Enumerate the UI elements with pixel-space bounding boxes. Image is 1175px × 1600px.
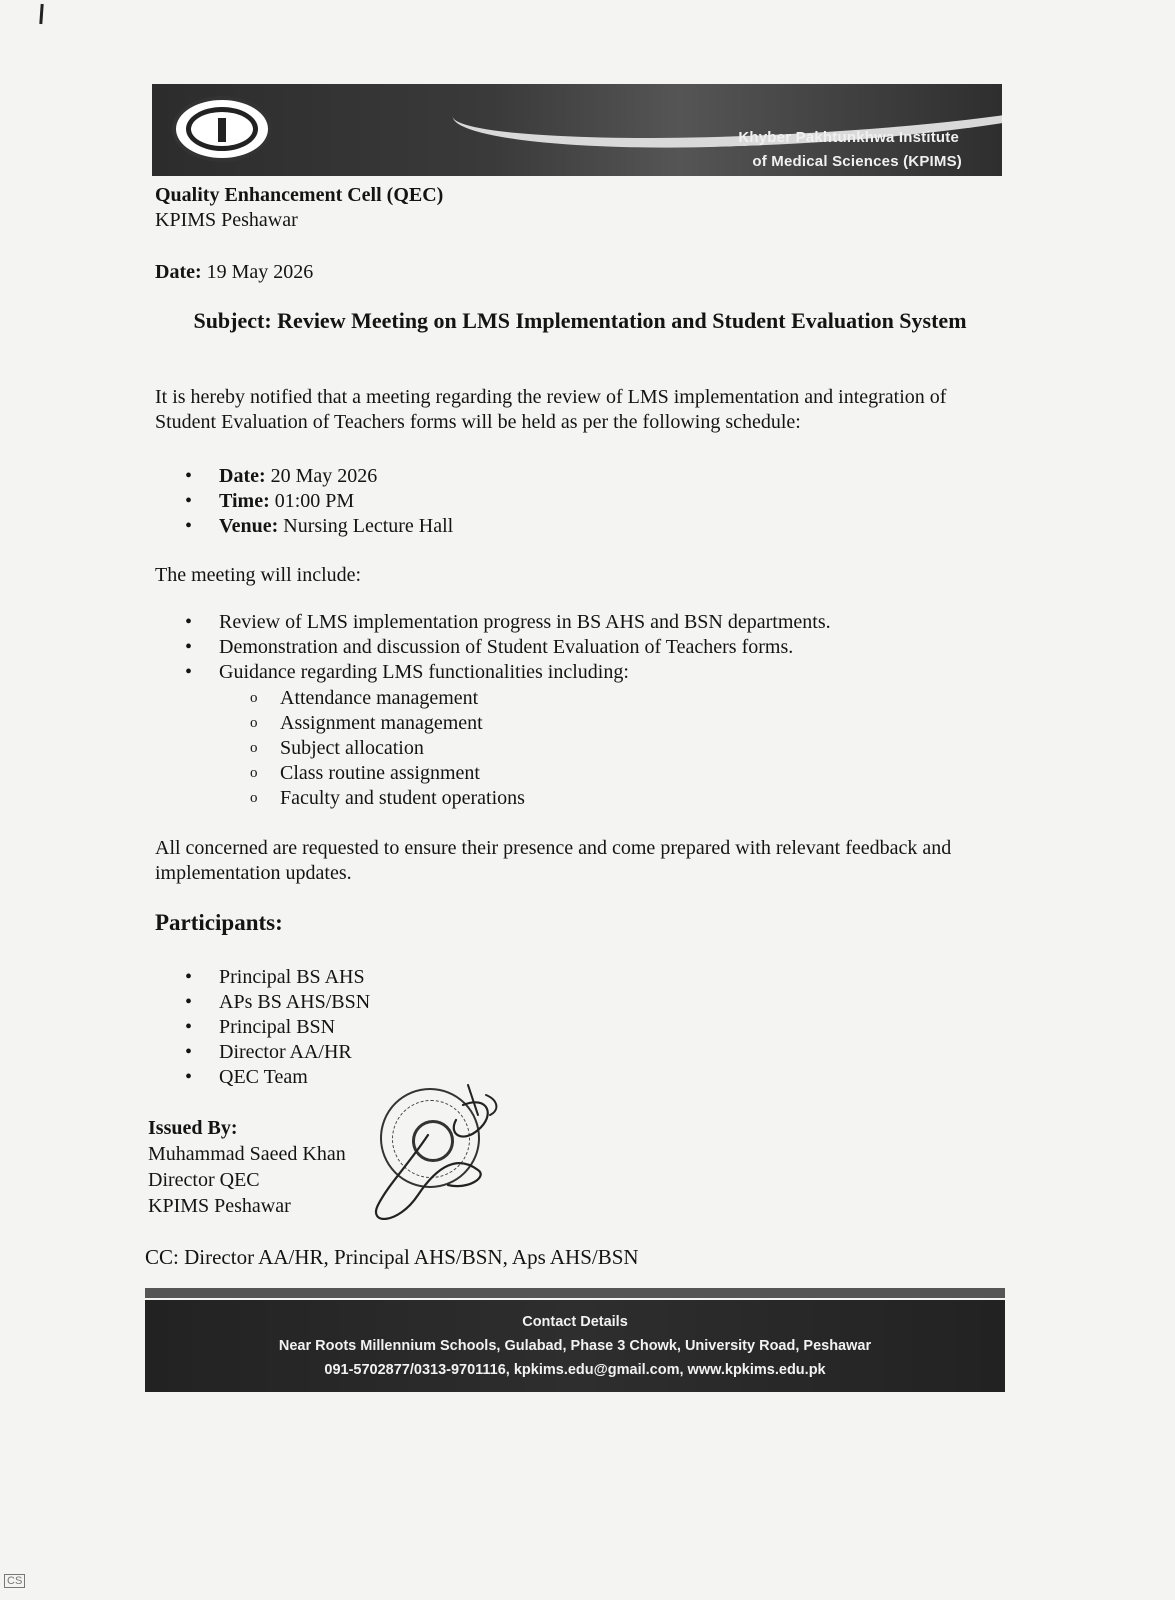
office-location: KPIMS Peshawar (155, 209, 298, 231)
scanner-logo-icon: CS (4, 1574, 25, 1588)
schedule-value: Nursing Lecture Hall (283, 515, 454, 537)
schedule-item (185, 489, 453, 514)
intro-paragraph: It is hereby notified that a meeting regarding the review of LMS implementation and integration of Student Evaluation of Teachers forms will be held as per the following schedule: (155, 386, 947, 433)
participant-item: • QEC Team (185, 1065, 370, 1090)
signature-icon (368, 1075, 508, 1225)
participant-item: • APs BS AHS/BSN (185, 990, 370, 1015)
functionality-item: o Class routine assignment (250, 761, 525, 786)
agenda-list (185, 610, 831, 685)
cc-line: CC: Director AA/HR, Principal AHS/BSN, Aps AHS/BSN (145, 1245, 639, 1269)
institute-name-line1: Khyber Pakhtunkhwa Institute (738, 129, 960, 146)
footer-heading: Contact Details (522, 1314, 628, 1330)
issued-by-label: Issued By: (148, 1117, 238, 1139)
office-name: Quality Enhancement Cell (QEC) (155, 184, 444, 206)
agenda-item: • Demonstration and discussion of Student Evaluation of Teachers forms. (185, 635, 831, 660)
agenda-item: • Review of LMS implementation progress in BS AHS and BSN departments. (185, 610, 831, 635)
footer-contact-info: 091-5702877/0313-9701116, kpkims.edu@gmail.com, www.kpkims.edu.pk (324, 1362, 826, 1378)
schedule-value: 01:00 PM (274, 490, 355, 512)
issuer-title: Director QEC (148, 1169, 260, 1191)
functionality-item: o Subject allocation (250, 736, 525, 761)
footer-address: Near Roots Millennium Schools, Gulabad, Phase 3 Chowk, University Road, Peshawar (278, 1338, 872, 1354)
participants-heading: Participants: (155, 910, 283, 935)
participant-item: • Principal BSN (185, 1015, 370, 1040)
subject-line: Subject: Review Meeting on LMS Implementation and Student Evaluation System (193, 308, 967, 333)
schedule-item (185, 464, 453, 489)
functionality-item: o Faculty and student operations (250, 786, 525, 811)
closing-paragraph: All concerned are requested to ensure their presence and come prepared with relevant feedback and implementation updates. (155, 837, 952, 884)
scan-edge-mark (39, 4, 43, 24)
notice-date-value: 19 May 2026 (206, 261, 314, 283)
schedule-value: 20 May 2026 (270, 465, 378, 487)
letterhead-banner (152, 84, 1002, 176)
participant-item: • Principal BS AHS (185, 965, 370, 990)
schedule-item (185, 514, 453, 539)
issuing-office (155, 183, 443, 233)
institute-name-line2: of Medical Sciences (KPIMS) (752, 153, 962, 170)
notice-date-label: Date: (155, 261, 202, 283)
includes-label: The meeting will include: (155, 564, 362, 586)
institute-name (738, 126, 962, 174)
functionality-item: o Assignment management (250, 711, 525, 736)
footer-divider (145, 1288, 1005, 1298)
footer-contact (145, 1300, 1005, 1392)
schedule-label: Date: (219, 465, 266, 487)
functionality-item: o Attendance management (250, 686, 525, 711)
notice-date (155, 260, 313, 285)
participants-list (185, 965, 370, 1090)
kpims-logo-icon (172, 96, 272, 162)
agenda-item: • Guidance regarding LMS functionalities including: (185, 660, 831, 685)
schedule-list (185, 464, 453, 539)
issuer-name: Muhammad Saeed Khan (148, 1143, 346, 1165)
functionality-list (250, 686, 525, 811)
schedule-label: Venue: (219, 515, 279, 537)
issuer-org: KPIMS Peshawar (148, 1195, 291, 1217)
scanner-watermark (4, 1574, 29, 1588)
schedule-label: Time: (219, 490, 270, 512)
participant-item: • Director AA/HR (185, 1040, 370, 1065)
issued-by-block (148, 1115, 346, 1219)
